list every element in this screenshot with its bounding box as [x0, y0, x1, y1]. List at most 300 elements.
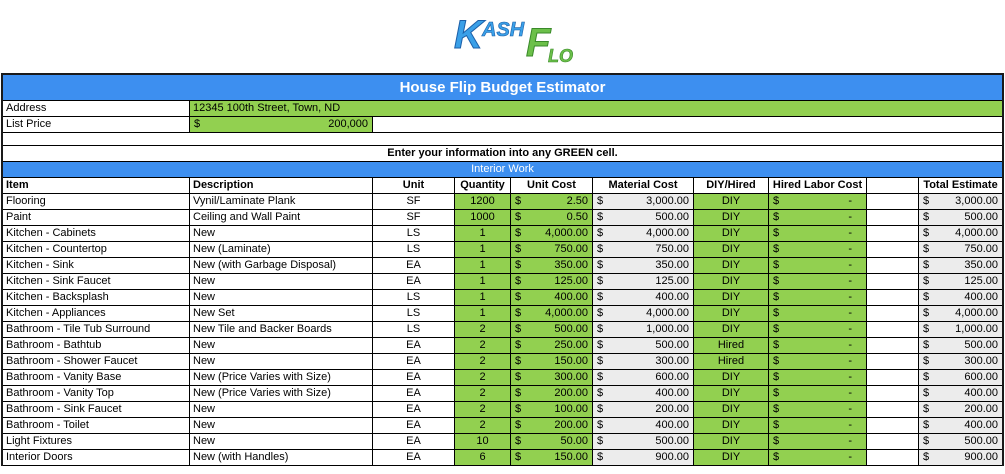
currency-symbol: $ — [923, 419, 930, 431]
description-cell[interactable]: New — [190, 274, 373, 289]
diy-hired-select[interactable]: DIY — [694, 210, 769, 225]
hired-labor-value: - — [848, 243, 852, 255]
hired-labor-input[interactable] — [769, 402, 867, 417]
kashflo-logo — [452, 6, 582, 68]
unit-cost-value: 300.00 — [554, 371, 588, 383]
currency-symbol: $ — [597, 451, 604, 463]
hired-labor-value: - — [848, 435, 852, 447]
hired-labor-value: - — [848, 339, 852, 351]
unit-cell[interactable]: EA — [373, 450, 455, 465]
table-row — [3, 226, 1002, 242]
material-cost-value: 350.00 — [655, 259, 689, 271]
currency-symbol: $ — [923, 243, 930, 255]
item-cell[interactable]: Flooring — [3, 194, 190, 209]
currency-symbol: $ — [773, 435, 780, 447]
quantity-input[interactable]: 1 — [455, 242, 511, 257]
description-cell[interactable]: New Tile and Backer Boards — [190, 322, 373, 337]
unit-cell[interactable]: EA — [373, 338, 455, 353]
address-row — [3, 101, 1002, 117]
total-estimate-value: 750.00 — [964, 243, 998, 255]
currency-symbol: $ — [773, 323, 780, 335]
unit-cell[interactable]: LS — [373, 242, 455, 257]
hired-labor-input[interactable] — [769, 242, 867, 257]
quantity-input[interactable]: 1 — [455, 258, 511, 273]
spacer-cell — [867, 258, 919, 273]
currency-symbol: $ — [515, 259, 522, 271]
description-cell[interactable]: New — [190, 354, 373, 369]
spacer-cell — [867, 290, 919, 305]
diy-hired-select[interactable]: DIY — [694, 418, 769, 433]
spacer-cell — [867, 450, 919, 465]
material-cost-cell — [593, 306, 694, 321]
unit-cell[interactable]: EA — [373, 370, 455, 385]
material-cost-cell — [593, 242, 694, 257]
currency-symbol: $ — [923, 211, 930, 223]
total-estimate-cell — [919, 434, 1002, 449]
total-estimate-cell — [919, 322, 1002, 337]
currency-symbol: $ — [923, 291, 930, 303]
section-header: Interior Work — [3, 162, 1002, 178]
item-cell[interactable]: Bathroom - Toilet — [3, 418, 190, 433]
unit-cell[interactable]: EA — [373, 274, 455, 289]
currency-symbol: $ — [923, 435, 930, 447]
quantity-input[interactable]: 10 — [455, 434, 511, 449]
total-estimate-cell — [919, 242, 1002, 257]
currency-symbol: $ — [597, 371, 604, 383]
currency-symbol: $ — [597, 435, 604, 447]
material-cost-value: 1,000.00 — [646, 323, 689, 335]
description-cell[interactable]: New (Price Varies with Size) — [190, 386, 373, 401]
quantity-input[interactable]: 1 — [455, 306, 511, 321]
unit-cost-value: 0.50 — [566, 211, 588, 223]
unit-cost-input[interactable] — [511, 274, 593, 289]
unit-cost-value: 750.00 — [554, 243, 588, 255]
item-cell[interactable]: Kitchen - Countertop — [3, 242, 190, 257]
unit-cost-input[interactable] — [511, 450, 593, 465]
currency-symbol: $ — [597, 387, 604, 399]
currency-symbol: $ — [923, 451, 930, 463]
total-estimate-cell — [919, 210, 1002, 225]
item-cell[interactable]: Light Fixtures — [3, 434, 190, 449]
unit-cost-input[interactable] — [511, 354, 593, 369]
header-unit-cost: Unit Cost — [511, 178, 593, 193]
currency-symbol: $ — [773, 419, 780, 431]
material-cost-cell — [593, 434, 694, 449]
diy-hired-select[interactable]: DIY — [694, 370, 769, 385]
currency-symbol: $ — [597, 355, 604, 367]
hired-labor-input[interactable] — [769, 322, 867, 337]
total-estimate-cell — [919, 386, 1002, 401]
currency-symbol: $ — [773, 403, 780, 415]
total-estimate-value: 1,000.00 — [955, 323, 998, 335]
unit-cost-value: 200.00 — [554, 419, 588, 431]
currency-symbol: $ — [597, 259, 604, 271]
description-cell[interactable]: New (with Handles) — [190, 450, 373, 465]
material-cost-cell — [593, 338, 694, 353]
spacer-cell — [867, 386, 919, 401]
material-cost-value: 500.00 — [655, 435, 689, 447]
diy-hired-select[interactable]: DIY — [694, 434, 769, 449]
table-row — [3, 354, 1002, 370]
item-cell[interactable]: Kitchen - Sink — [3, 258, 190, 273]
currency-symbol: $ — [773, 371, 780, 383]
material-cost-cell — [593, 386, 694, 401]
unit-cost-value: 500.00 — [554, 323, 588, 335]
hired-labor-value: - — [848, 371, 852, 383]
material-cost-cell — [593, 290, 694, 305]
svg-text:LO: LO — [548, 46, 573, 66]
quantity-input[interactable]: 1 — [455, 274, 511, 289]
currency-symbol: $ — [515, 339, 522, 351]
header-item: Item — [3, 178, 190, 193]
quantity-input[interactable]: 1 — [455, 226, 511, 241]
description-cell[interactable]: New — [190, 418, 373, 433]
hired-labor-value: - — [848, 291, 852, 303]
currency-symbol: $ — [515, 275, 522, 287]
unit-cost-input[interactable] — [511, 210, 593, 225]
unit-cell[interactable]: EA — [373, 386, 455, 401]
unit-cost-input[interactable] — [511, 242, 593, 257]
item-cell[interactable]: Bathroom - Tile Tub Surround — [3, 322, 190, 337]
material-cost-value: 3,000.00 — [646, 195, 689, 207]
unit-cell[interactable]: LS — [373, 226, 455, 241]
quantity-input[interactable]: 2 — [455, 386, 511, 401]
table-row — [3, 306, 1002, 322]
unit-cost-input[interactable] — [511, 290, 593, 305]
description-cell[interactable]: New — [190, 434, 373, 449]
unit-cost-input[interactable] — [511, 338, 593, 353]
currency-symbol: $ — [515, 355, 522, 367]
currency-symbol: $ — [923, 387, 930, 399]
spacer-cell — [867, 274, 919, 289]
description-cell[interactable]: New — [190, 338, 373, 353]
table-row — [3, 194, 1002, 210]
currency-symbol: $ — [773, 275, 780, 287]
material-cost-value: 900.00 — [655, 451, 689, 463]
hired-labor-value: - — [848, 227, 852, 239]
unit-cost-input[interactable] — [511, 402, 593, 417]
quantity-input[interactable]: 6 — [455, 450, 511, 465]
quantity-input[interactable]: 2 — [455, 370, 511, 385]
item-cell[interactable]: Bathroom - Vanity Base — [3, 370, 190, 385]
total-estimate-cell — [919, 354, 1002, 369]
unit-cell[interactable]: EA — [373, 418, 455, 433]
currency-symbol: $ — [773, 227, 780, 239]
diy-hired-select[interactable]: DIY — [694, 386, 769, 401]
list-price-input[interactable] — [190, 117, 373, 132]
description-cell[interactable]: New — [190, 290, 373, 305]
hired-labor-value: - — [848, 403, 852, 415]
currency-symbol: $ — [515, 403, 522, 415]
currency-symbol: $ — [923, 275, 930, 287]
hired-labor-input[interactable] — [769, 210, 867, 225]
spacer-cell — [867, 338, 919, 353]
diy-hired-select[interactable]: DIY — [694, 274, 769, 289]
unit-cell[interactable]: SF — [373, 210, 455, 225]
sheet-title: House Flip Budget Estimator — [3, 75, 1002, 101]
quantity-input[interactable]: 2 — [455, 354, 511, 369]
material-cost-cell — [593, 258, 694, 273]
unit-cost-value: 4,000.00 — [545, 227, 588, 239]
unit-cell[interactable]: LS — [373, 290, 455, 305]
quantity-input[interactable]: 1 — [455, 290, 511, 305]
total-estimate-cell — [919, 370, 1002, 385]
table-row — [3, 402, 1002, 418]
total-estimate-cell — [919, 418, 1002, 433]
currency-symbol: $ — [515, 371, 522, 383]
spacer-cell — [867, 242, 919, 257]
description-cell[interactable]: New (Laminate) — [190, 242, 373, 257]
total-estimate-value: 125.00 — [964, 275, 998, 287]
header-quantity: Quantity — [455, 178, 511, 193]
table-body — [3, 194, 1002, 466]
description-cell[interactable]: Ceiling and Wall Paint — [190, 210, 373, 225]
material-cost-cell — [593, 402, 694, 417]
description-cell[interactable]: Vynil/Laminate Plank — [190, 194, 373, 209]
unit-cell[interactable]: EA — [373, 354, 455, 369]
currency-symbol: $ — [923, 323, 930, 335]
currency-symbol: $ — [923, 355, 930, 367]
spacer-cell — [867, 370, 919, 385]
quantity-input[interactable]: 2 — [455, 338, 511, 353]
spacer-cell — [867, 402, 919, 417]
diy-hired-select[interactable]: DIY — [694, 322, 769, 337]
quantity-input[interactable]: 2 — [455, 322, 511, 337]
currency-symbol: $ — [515, 227, 522, 239]
unit-cell[interactable]: LS — [373, 322, 455, 337]
currency-symbol: $ — [597, 323, 604, 335]
currency-symbol: $ — [923, 371, 930, 383]
diy-hired-select[interactable]: Hired — [694, 354, 769, 369]
item-cell[interactable]: Bathroom - Sink Faucet — [3, 402, 190, 417]
diy-hired-select[interactable]: DIY — [694, 258, 769, 273]
hired-labor-input[interactable] — [769, 386, 867, 401]
currency-symbol: $ — [597, 307, 604, 319]
quantity-input[interactable]: 2 — [455, 402, 511, 417]
unit-cell[interactable]: LS — [373, 306, 455, 321]
currency-symbol: $ — [597, 275, 604, 287]
currency-symbol: $ — [597, 195, 604, 207]
hired-labor-input[interactable] — [769, 306, 867, 321]
diy-hired-select[interactable]: DIY — [694, 402, 769, 417]
item-cell[interactable]: Kitchen - Sink Faucet — [3, 274, 190, 289]
table-row — [3, 434, 1002, 450]
unit-cost-input[interactable] — [511, 434, 593, 449]
material-cost-cell — [593, 210, 694, 225]
hired-labor-input[interactable] — [769, 434, 867, 449]
spacer-cell — [867, 354, 919, 369]
material-cost-value: 4,000.00 — [646, 307, 689, 319]
total-estimate-cell — [919, 226, 1002, 241]
hired-labor-input[interactable] — [769, 354, 867, 369]
diy-hired-select[interactable]: DIY — [694, 226, 769, 241]
total-estimate-cell — [919, 306, 1002, 321]
spacer-row — [3, 133, 1002, 146]
unit-cell[interactable]: EA — [373, 434, 455, 449]
currency-symbol: $ — [773, 211, 780, 223]
currency-symbol: $ — [773, 451, 780, 463]
total-estimate-value: 500.00 — [964, 435, 998, 447]
header-unit: Unit — [373, 178, 455, 193]
table-row — [3, 370, 1002, 386]
diy-hired-select[interactable]: DIY — [694, 242, 769, 257]
hired-labor-value: - — [848, 275, 852, 287]
blank-cell — [373, 117, 1002, 132]
unit-cost-input[interactable] — [511, 306, 593, 321]
unit-cost-value: 100.00 — [554, 403, 588, 415]
material-cost-value: 200.00 — [655, 403, 689, 415]
currency-symbol: $ — [515, 291, 522, 303]
currency-symbol: $ — [597, 243, 604, 255]
address-input[interactable]: 12345 100th Street, Town, ND — [190, 101, 1002, 116]
hired-labor-input[interactable] — [769, 274, 867, 289]
currency-symbol: $ — [773, 291, 780, 303]
svg-text:K: K — [454, 13, 483, 57]
material-cost-value: 300.00 — [655, 355, 689, 367]
hired-labor-input[interactable] — [769, 418, 867, 433]
material-cost-cell — [593, 322, 694, 337]
unit-cost-value: 200.00 — [554, 387, 588, 399]
table-row — [3, 290, 1002, 306]
header-total-estimate: Total Estimate — [923, 179, 998, 191]
hired-labor-input[interactable] — [769, 194, 867, 209]
description-cell[interactable]: New (Price Varies with Size) — [190, 370, 373, 385]
svg-text:ASH: ASH — [482, 19, 525, 41]
hired-labor-input[interactable] — [769, 450, 867, 465]
unit-cost-input[interactable] — [511, 322, 593, 337]
currency-symbol: $ — [515, 451, 522, 463]
currency-symbol: $ — [773, 195, 780, 207]
unit-cost-input[interactable] — [511, 194, 593, 209]
quantity-input[interactable]: 1200 — [455, 194, 511, 209]
description-cell[interactable]: New — [190, 226, 373, 241]
material-cost-value: 125.00 — [655, 275, 689, 287]
item-cell[interactable]: Bathroom - Shower Faucet — [3, 354, 190, 369]
list-price-value: 200,000 — [328, 118, 368, 130]
total-estimate-value: 4,000.00 — [955, 227, 998, 239]
table-row — [3, 242, 1002, 258]
spacer-cell — [867, 322, 919, 337]
material-cost-cell — [593, 194, 694, 209]
hired-labor-value: - — [848, 451, 852, 463]
total-estimate-cell — [919, 290, 1002, 305]
material-cost-cell — [593, 354, 694, 369]
item-cell[interactable]: Kitchen - Cabinets — [3, 226, 190, 241]
table-row — [3, 322, 1002, 338]
unit-cost-input[interactable] — [511, 386, 593, 401]
diy-hired-select[interactable]: DIY — [694, 194, 769, 209]
currency-symbol: $ — [773, 259, 780, 271]
diy-hired-select[interactable]: DIY — [694, 290, 769, 305]
unit-cost-input[interactable] — [511, 418, 593, 433]
hired-labor-value: - — [848, 419, 852, 431]
material-cost-value: 400.00 — [655, 419, 689, 431]
diy-hired-select[interactable]: DIY — [694, 450, 769, 465]
unit-cost-input[interactable] — [511, 370, 593, 385]
currency-symbol: $ — [515, 435, 522, 447]
item-cell[interactable]: Bathroom - Vanity Top — [3, 386, 190, 401]
list-price-label: List Price — [3, 117, 190, 132]
hired-labor-input[interactable] — [769, 338, 867, 353]
unit-cost-value: 50.00 — [560, 435, 588, 447]
currency-symbol: $ — [923, 227, 930, 239]
column-headers — [3, 178, 1002, 194]
svg-text:F: F — [526, 21, 551, 65]
total-estimate-value: 500.00 — [964, 339, 998, 351]
currency-symbol: $ — [515, 307, 522, 319]
item-cell[interactable]: Kitchen - Backsplash — [3, 290, 190, 305]
unit-cost-value: 350.00 — [554, 259, 588, 271]
unit-cell[interactable]: EA — [373, 402, 455, 417]
spacer-cell — [867, 210, 919, 225]
description-cell[interactable]: New Set — [190, 306, 373, 321]
unit-cell[interactable]: EA — [373, 258, 455, 273]
material-cost-value: 500.00 — [655, 211, 689, 223]
hired-labor-input[interactable] — [769, 370, 867, 385]
hired-labor-value: - — [848, 259, 852, 271]
material-cost-value: 750.00 — [655, 243, 689, 255]
unit-cell[interactable]: SF — [373, 194, 455, 209]
currency-symbol: $ — [597, 419, 604, 431]
diy-hired-select[interactable]: DIY — [694, 306, 769, 321]
table-row — [3, 338, 1002, 354]
instruction-text: Enter your information into any GREEN cell. — [3, 146, 1002, 162]
currency-symbol: $ — [773, 243, 780, 255]
unit-cost-input[interactable] — [511, 226, 593, 241]
description-cell[interactable]: New (with Garbage Disposal) — [190, 258, 373, 273]
currency-symbol: $ — [773, 355, 780, 367]
quantity-input[interactable]: 1000 — [455, 210, 511, 225]
description-cell[interactable]: New — [190, 402, 373, 417]
total-estimate-value: 600.00 — [964, 371, 998, 383]
spreadsheet — [1, 73, 1004, 466]
material-cost-cell — [593, 450, 694, 465]
hired-labor-value: - — [848, 387, 852, 399]
unit-cost-input[interactable] — [511, 258, 593, 273]
diy-hired-select[interactable]: Hired — [694, 338, 769, 353]
currency-symbol: $ — [597, 291, 604, 303]
material-cost-cell — [593, 418, 694, 433]
hired-labor-input[interactable] — [769, 226, 867, 241]
currency-symbol: $ — [194, 118, 201, 130]
item-cell[interactable]: Bathroom - Bathtub — [3, 338, 190, 353]
quantity-input[interactable]: 2 — [455, 418, 511, 433]
total-estimate-value: 3,000.00 — [955, 195, 998, 207]
unit-cost-value: 4,000.00 — [545, 307, 588, 319]
currency-symbol: $ — [515, 211, 522, 223]
material-cost-value: 400.00 — [655, 387, 689, 399]
hired-labor-value: - — [848, 355, 852, 367]
spacer-cell — [867, 194, 919, 209]
hired-labor-input[interactable] — [769, 258, 867, 273]
header-description: Description — [190, 178, 373, 193]
total-estimate-value: 4,000.00 — [955, 307, 998, 319]
hired-labor-value: - — [848, 195, 852, 207]
material-cost-value: 600.00 — [655, 371, 689, 383]
unit-cost-value: 400.00 — [554, 291, 588, 303]
item-cell[interactable]: Paint — [3, 210, 190, 225]
hired-labor-input[interactable] — [769, 290, 867, 305]
item-cell[interactable]: Interior Doors — [3, 450, 190, 465]
total-estimate-value: 400.00 — [964, 291, 998, 303]
list-price-row — [3, 117, 1002, 133]
material-cost-cell — [593, 370, 694, 385]
item-cell[interactable]: Kitchen - Appliances — [3, 306, 190, 321]
header-spacer — [867, 178, 919, 193]
total-estimate-cell — [919, 402, 1002, 417]
address-label: Address — [3, 101, 190, 116]
currency-symbol: $ — [597, 227, 604, 239]
